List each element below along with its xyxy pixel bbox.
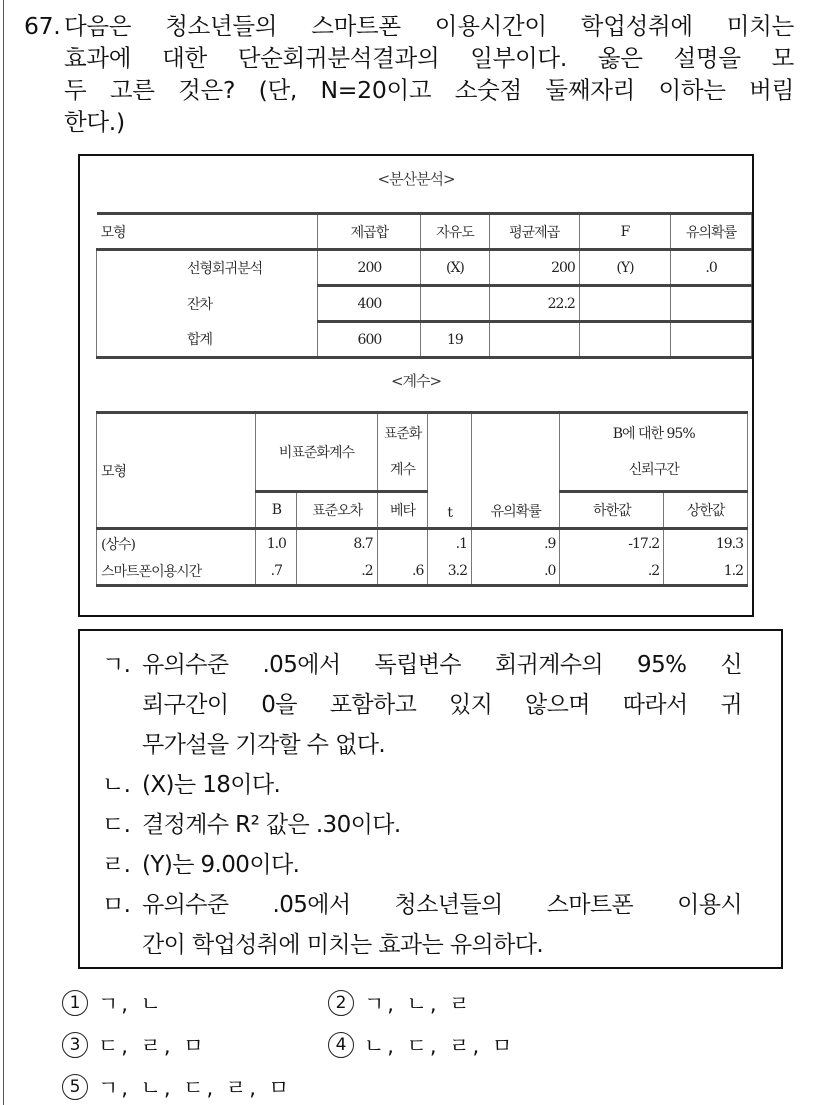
statement-line: 뢰구간이 0을 포함하고 있지 않으며 따라서 귀	[142, 692, 742, 718]
cell-f	[579, 322, 670, 358]
anova-table	[96, 212, 752, 359]
cell-lower: -17.2	[560, 529, 664, 558]
table-header-row	[97, 413, 748, 492]
header-sig: 유의확률	[671, 214, 752, 250]
question-line: 다음은 청소년들의 스마트폰 이용시간이 학업성취에 미치는	[64, 12, 794, 40]
cell-ms	[489, 322, 579, 358]
header-standardized-line2: 계수	[389, 462, 416, 478]
cell-df: 19	[421, 322, 489, 358]
choice-number-circle: 5	[62, 1074, 88, 1100]
statement-line: 무가설을 기각할 수 없다.	[142, 732, 386, 758]
cell-t: 3.2	[428, 557, 472, 586]
header-df: 자유도	[421, 214, 489, 250]
choice-3[interactable]	[62, 1030, 207, 1060]
cell-ss: 600	[318, 322, 421, 358]
header-ci-line2: 신뢰구간	[628, 462, 679, 478]
question-line: 효과에 대한 단순회귀분석결과의 일부이다. 옳은 설명을 모	[64, 44, 794, 72]
anova-caption: <분산분석>	[377, 170, 455, 188]
header-standardized-line1: 표준화	[383, 426, 422, 442]
header-upper: 상한값	[664, 492, 748, 529]
cell-sig	[671, 286, 752, 322]
statement-line: 유의수준 .05에서 청소년들의 스마트폰 이용시	[142, 892, 742, 918]
choice-options: ㄷ, ㄹ, ㅁ	[98, 1034, 207, 1058]
row-label: 스마트폰이용시간	[97, 557, 256, 586]
choice-number-circle: 1	[62, 990, 88, 1016]
cell-df: (X)	[421, 250, 489, 286]
table-row	[97, 557, 748, 586]
cell-sig: .0	[671, 250, 752, 286]
cell-beta: .6	[377, 557, 428, 586]
statement-marker: ㄱ.	[102, 652, 131, 678]
row-label: 잔차	[97, 286, 318, 322]
row-label: 선형회귀분석	[97, 250, 318, 286]
cell-sig: .9	[471, 529, 559, 558]
cell-f: (Y)	[579, 250, 670, 286]
cell-ss: 200	[318, 250, 421, 286]
cell-f	[579, 286, 670, 322]
header-beta: 베타	[377, 492, 428, 529]
cell-sig	[671, 322, 752, 358]
cell-std-error: 8.7	[297, 529, 377, 558]
header-t: t	[428, 413, 472, 529]
table-row	[97, 529, 748, 558]
statement-line: (Y)는 9.00이다.	[142, 852, 300, 878]
header-model: 모형	[97, 214, 318, 250]
cell-ss: 400	[318, 286, 421, 322]
header-ss: 제곱합	[318, 214, 421, 250]
choice-options: ㄴ, ㄷ, ㄹ, ㅁ	[364, 1034, 516, 1058]
statement-line: 간이 학업성취에 미치는 효과는 유의하다.	[142, 932, 544, 958]
row-label: 합계	[97, 322, 318, 358]
cell-upper: 19.3	[664, 529, 748, 558]
choice-number-circle: 3	[62, 1032, 88, 1058]
choice-2[interactable]	[328, 988, 473, 1018]
statement-line: (X)는 18이다.	[142, 772, 281, 798]
question-line: 한다.)	[64, 108, 125, 136]
statement-line: 결정계수 R² 값은 .30이다.	[142, 812, 401, 838]
table-header-row	[97, 214, 752, 250]
row-label: (상수)	[97, 529, 256, 558]
question-text	[64, 10, 794, 138]
cell-t: .1	[428, 529, 472, 558]
header-b: B	[256, 492, 297, 529]
header-model: 모형	[97, 413, 256, 529]
header-f: F	[579, 214, 670, 250]
regression-output-box	[78, 154, 754, 617]
cell-sig: .0	[471, 557, 559, 586]
cell-ms: 22.2	[489, 286, 579, 322]
question-line: 두 고른 것은? (단, N=20이고 소숫점 둘째자리 이하는 버림	[64, 76, 794, 104]
table-row	[97, 286, 752, 322]
choice-options: ㄱ, ㄴ, ㄷ, ㄹ, ㅁ	[98, 1076, 292, 1100]
choice-options: ㄱ, ㄴ, ㄹ	[364, 992, 473, 1016]
question-number: 67.	[24, 12, 61, 40]
choice-4[interactable]	[328, 1030, 515, 1060]
page-left-border	[3, 0, 4, 1105]
statement-marker: ㄷ.	[102, 812, 131, 838]
cell-upper: 1.2	[664, 557, 748, 586]
cell-ms: 200	[489, 250, 579, 286]
statement-marker: ㅁ.	[102, 892, 131, 918]
header-sig: 유의확률	[471, 413, 559, 529]
coefficients-caption: <계수>	[390, 372, 442, 390]
cell-std-error: .2	[297, 557, 377, 586]
cell-b: 1.0	[256, 529, 297, 558]
table-row	[97, 250, 752, 286]
table-row	[97, 322, 752, 358]
choice-number-circle: 2	[328, 990, 354, 1016]
cell-beta	[377, 529, 428, 558]
header-unstandardized: 비표준화계수	[256, 413, 377, 492]
choice-options: ㄱ, ㄴ	[98, 992, 164, 1016]
choice-1[interactable]	[62, 988, 164, 1018]
choice-number-circle: 4	[328, 1032, 354, 1058]
header-ci-line1: B에 대한 95%	[612, 426, 695, 442]
cell-b: .7	[256, 557, 297, 586]
header-std-error: 표준오차	[297, 492, 377, 529]
statement-marker: ㄹ.	[102, 852, 131, 878]
header-confidence-interval	[560, 413, 748, 492]
statement-marker: ㄴ.	[102, 772, 131, 798]
cell-lower: .2	[560, 557, 664, 586]
header-lower: 하한값	[560, 492, 664, 529]
coefficients-table	[96, 411, 748, 587]
cell-df	[421, 286, 489, 322]
statement-line: 유의수준 .05에서 독립변수 회귀계수의 95% 신	[142, 652, 742, 678]
header-standardized	[377, 413, 428, 492]
header-ms: 평균제곱	[489, 214, 579, 250]
statements-box	[78, 629, 783, 969]
choice-5[interactable]	[62, 1072, 292, 1102]
